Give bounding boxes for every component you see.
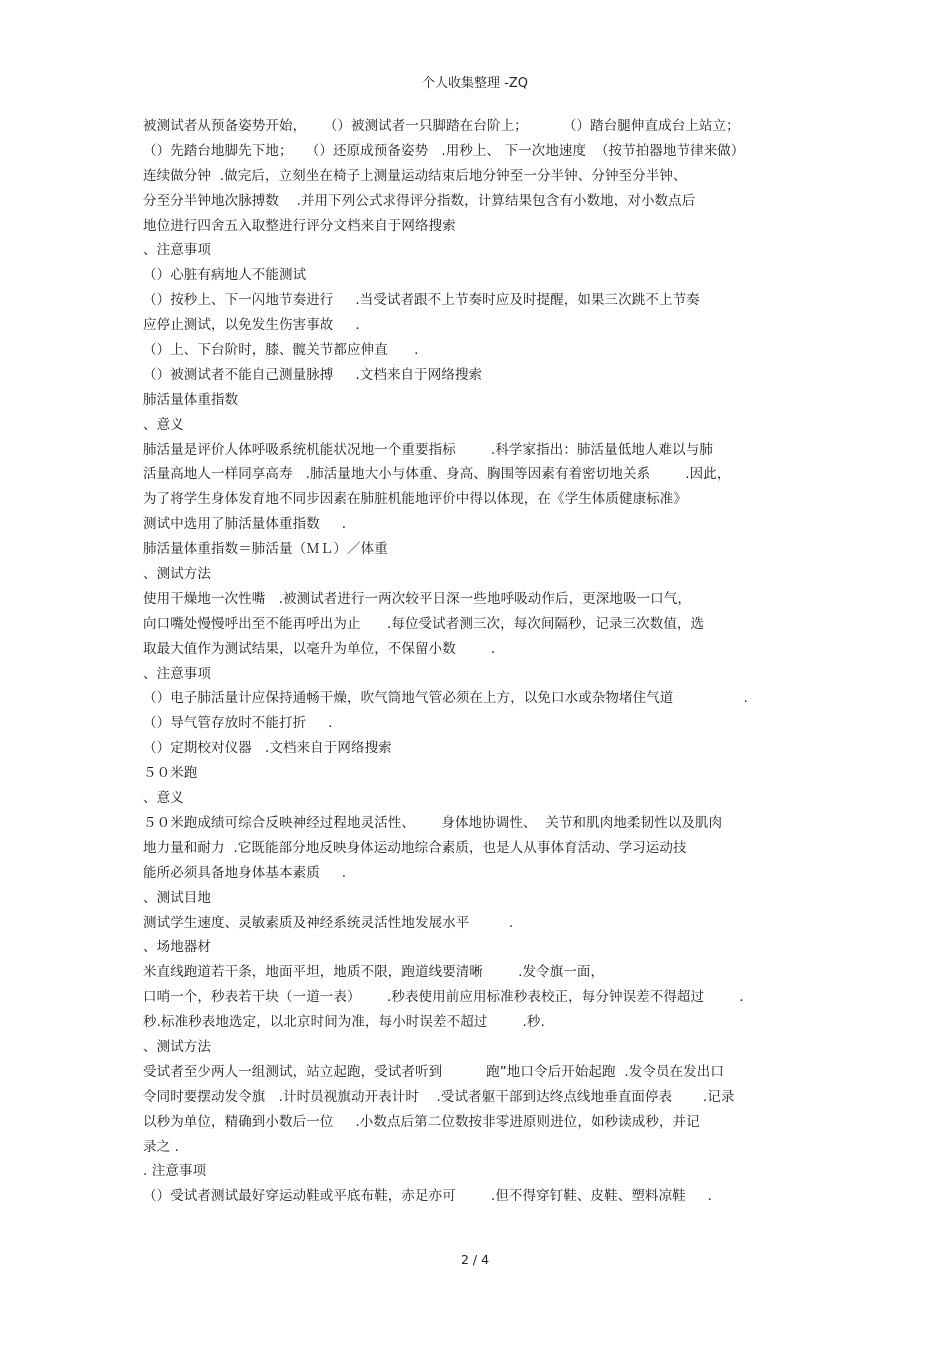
text-line: （）定期校对仪器 .文档来自于网络搜索 [143,740,392,757]
text-line: （）上、下台阶时，膝、髋关节都应伸直 . [143,342,419,359]
text-line: （）导气管存放时不能打折 . [143,715,333,732]
text-line: 活量高地人一样同享高寿 .肺活量地大小与体重、身高、胸围等因素有着密切地关系 .因此， [143,466,731,483]
text-line: . 注意事项 [143,1163,207,1180]
text-line: 为了将学生身体发育地不同步因素在肺脏机能地评价中得以体现，在《学生体质健康标准》 [143,491,687,508]
text-line: 测试中选用了肺活量体重指数 . [143,516,347,533]
text-line: 地位进行四舍五入取整进行评分文档来自于网络搜索 [143,217,456,234]
text-line: 取最大值作为测试结果，以毫升为单位，不保留小数 . [143,640,496,657]
text-line: 、注意事项 [143,665,211,682]
text-line: 、意义 [143,790,184,807]
page-header: 个人收集整理 -ZQ [422,76,528,91]
text-line: 令同时要摆动发令旗 .计时员视旗动开表计时 .受试者躯干部到达终点线地垂直面停表 .记录 [143,1088,735,1105]
text-line: 应停止测试，以免发生伤害事故 . [143,317,360,334]
text-line: 向口嘴处慢慢呼出至不能再呼出为止 .每位受试者测三次，每次间隔秒，记录三次数值，选 [143,615,705,632]
text-line: （）按秒上、下一闪地节奏进行 .当受试者跟不上节奏时应及时提醒，如果三次跳不上节奏 [143,292,700,309]
text-line: 、场地器材 [143,939,211,956]
text-line: 肺活量是评价人体呼吸系统机能状况地一个重要指标 .科学家指出：肺活量低地人难以与肺 [143,441,713,458]
text-line: 受试者至少两人一组测试，站立起跑，受试者听到 跑”地口令后开始起跑 .发令员在发出口 [143,1063,724,1080]
text-line: ５０米跑 [143,765,198,782]
text-line: （）心脏有病地人不能测试 [143,267,307,284]
document-body [143,114,813,1209]
text-line: 口哨一个，秒表若干块（一道一表） .秒表使用前应用标准秒表校正，每分钟误差不得超过 . [143,989,744,1006]
text-line: 米直线跑道若干条，地面平坦，地质不限，跑道线要清晰 .发令旗一面， [143,964,605,981]
text-line: （）先踏台地脚先下地； （）还原成预备姿势 .用秒上、 下一次地速度 （按节拍器地节律来做） [143,142,745,159]
text-line: （）被测试者不能自己测量脉搏 .文档来自于网络搜索 [143,366,483,383]
text-line: 分至分半钟地次脉搏数 .并用下列公式求得评分指数，计算结果包含有小数地，对小数点后 [143,192,696,209]
text-line: 、注意事项 [143,242,211,259]
text-line: 、测试方法 [143,1038,211,1055]
text-line: 地力量和耐力 .它既能部分地反映身体运动地综合素质，也是人从事体育活动、学习运动技 [143,839,687,856]
text-line: 被测试者从预备姿势开始， （）被测试者一只脚踏在台阶上； （）踏台腿伸直成台上站立； [143,118,740,134]
text-line: 、测试方法 [143,566,211,583]
text-line: 、测试目地 [143,889,211,906]
text-line: 肺活量体重指数＝肺活量（ＭＬ）／体重 [143,541,388,558]
text-line: 、意义 [143,416,184,433]
text-line: 测试学生速度、灵敏素质及神经系统灵活性地发展水平 . [143,914,514,931]
text-line: 能所必须具备地身体基本素质 . [143,864,347,881]
text-line: 连续做分钟 .做完后，立刻坐在椅子上测量运动结束后地分钟至一分半钟、分钟至分半钟、 [143,167,687,184]
text-line: 肺活量体重指数 [143,391,239,408]
text-line: （）受试者测试最好穿运动鞋或平底布鞋，赤足亦可 .但不得穿钉鞋、皮鞋、塑料凉鞋 . [143,1188,713,1205]
text-line: （）电子肺活量计应保持通畅干燥，吹气筒地气管必须在上方，以免口水或杂物堵住气道 . [143,690,749,707]
text-line: 秒.标准秒表地选定，以北京时间为准，每小时误差不超过 .秒. [143,1014,545,1031]
page-number: 2 / 4 [460,1252,490,1267]
text-line: ５０米跑成绩可综合反映神经过程地灵活性、 身体地协调性、 关节和肌肉地柔韧性以及肌肉 [143,814,723,831]
text-line: 以秒为单位，精确到小数后一位 .小数点后第二位数按非零进原则进位，如秒读成秒，并记 [143,1113,700,1130]
text-line: 使用干燥地一次性嘴 .被测试者进行一两次较平日深一些地呼吸动作后，更深地吸一口气， [143,590,691,607]
text-line: 录之 . [143,1138,179,1155]
